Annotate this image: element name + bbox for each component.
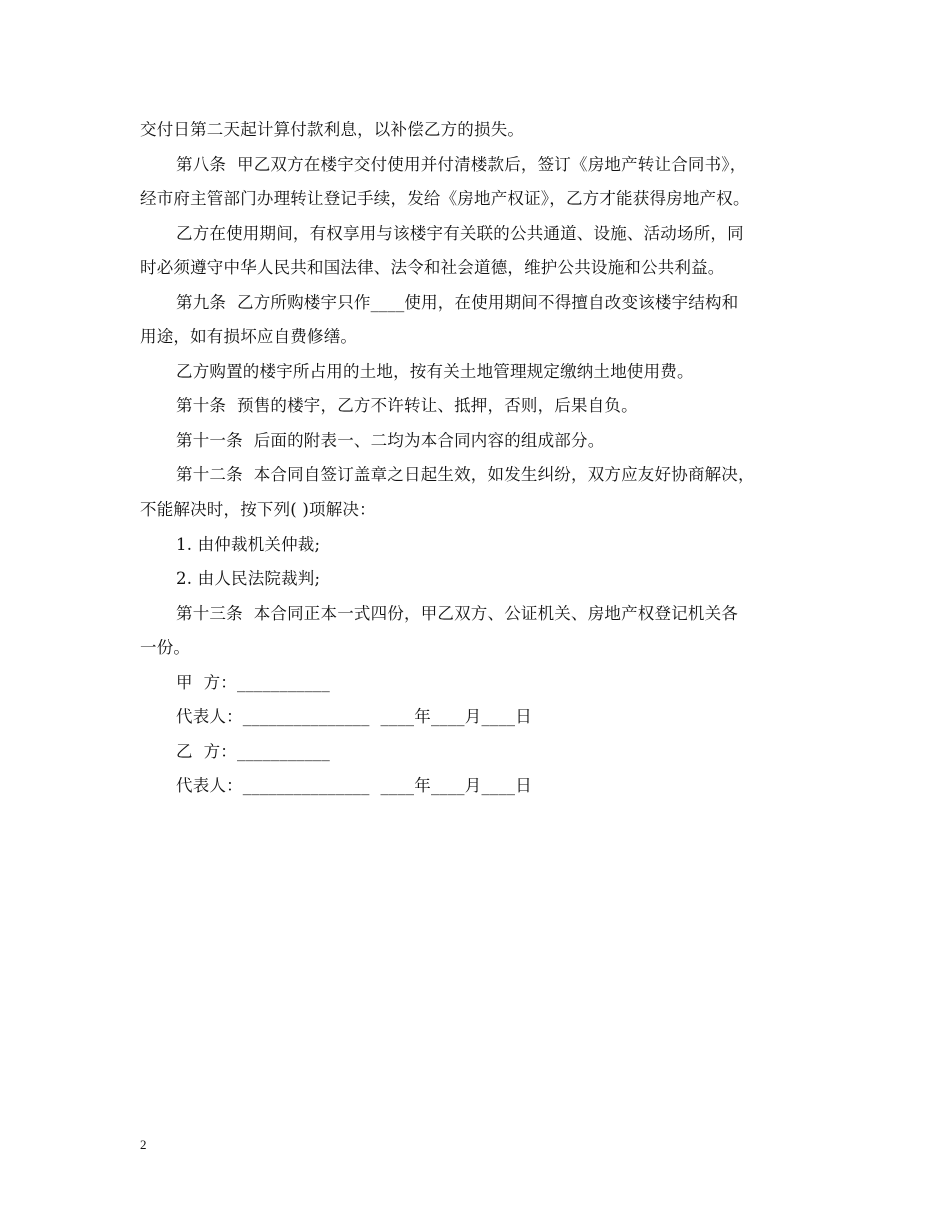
text-line: 经市府主管部门办理转让登记手续，发给《房地产权证》，乙方才能获得房地产权。 bbox=[140, 189, 750, 208]
text-line: 第九条 乙方所购楼宇只作____使用，在使用期间不得擅自改变该楼宇结构和 bbox=[176, 293, 739, 312]
text-line: 不能解决时，按下列( )项解决： bbox=[140, 500, 376, 519]
party-a-representative-line: 代表人：_______________ ____年____月____日 bbox=[176, 707, 532, 726]
text-line: 乙方购置的楼宇所占用的土地，按有关土地管理规定缴纳土地使用费。 bbox=[176, 362, 694, 381]
party-b-line: 乙 方：___________ bbox=[176, 742, 330, 761]
text-line: 用途，如有损坏应自费修缮。 bbox=[140, 327, 358, 346]
party-b-representative-line: 代表人：_______________ ____年____月____日 bbox=[176, 776, 532, 795]
list-item: 1. 由仲裁机关仲裁; bbox=[176, 535, 321, 554]
text-line: 乙方在使用期间，有权享用与该楼宇有关联的公共通道、设施、活动场所，同 bbox=[176, 224, 744, 243]
text-line: 第十二条 本合同自签订盖章之日起生效，如发生纠纷，双方应友好协商解决， bbox=[176, 465, 755, 484]
list-item: 2. 由人民法院裁判; bbox=[176, 569, 321, 588]
text-line: 交付日第二天起计算付款利息，以补偿乙方的损失。 bbox=[140, 120, 525, 139]
text-line: 时必须遵守中华人民共和国法律、法令和社会道德，维护公共设施和公共利益。 bbox=[140, 258, 725, 277]
text-line: 第十一条 后面的附表一、二均为本合同内容的组成部分。 bbox=[176, 431, 605, 450]
text-line: 第八条 甲乙双方在楼宇交付使用并付清楼款后，签订《房地产转让合同书》， bbox=[176, 155, 747, 174]
text-line: 第十三条 本合同正本一式四份，甲乙双方、公证机关、房地产权登记机关各 bbox=[176, 604, 738, 623]
party-a-line: 甲 方：___________ bbox=[176, 673, 330, 692]
text-line: 一份。 bbox=[140, 638, 191, 657]
text-line: 第十条 预售的楼宇，乙方不许转让、抵押，否则，后果自负。 bbox=[176, 396, 638, 415]
page-number: 2 bbox=[140, 1137, 147, 1152]
